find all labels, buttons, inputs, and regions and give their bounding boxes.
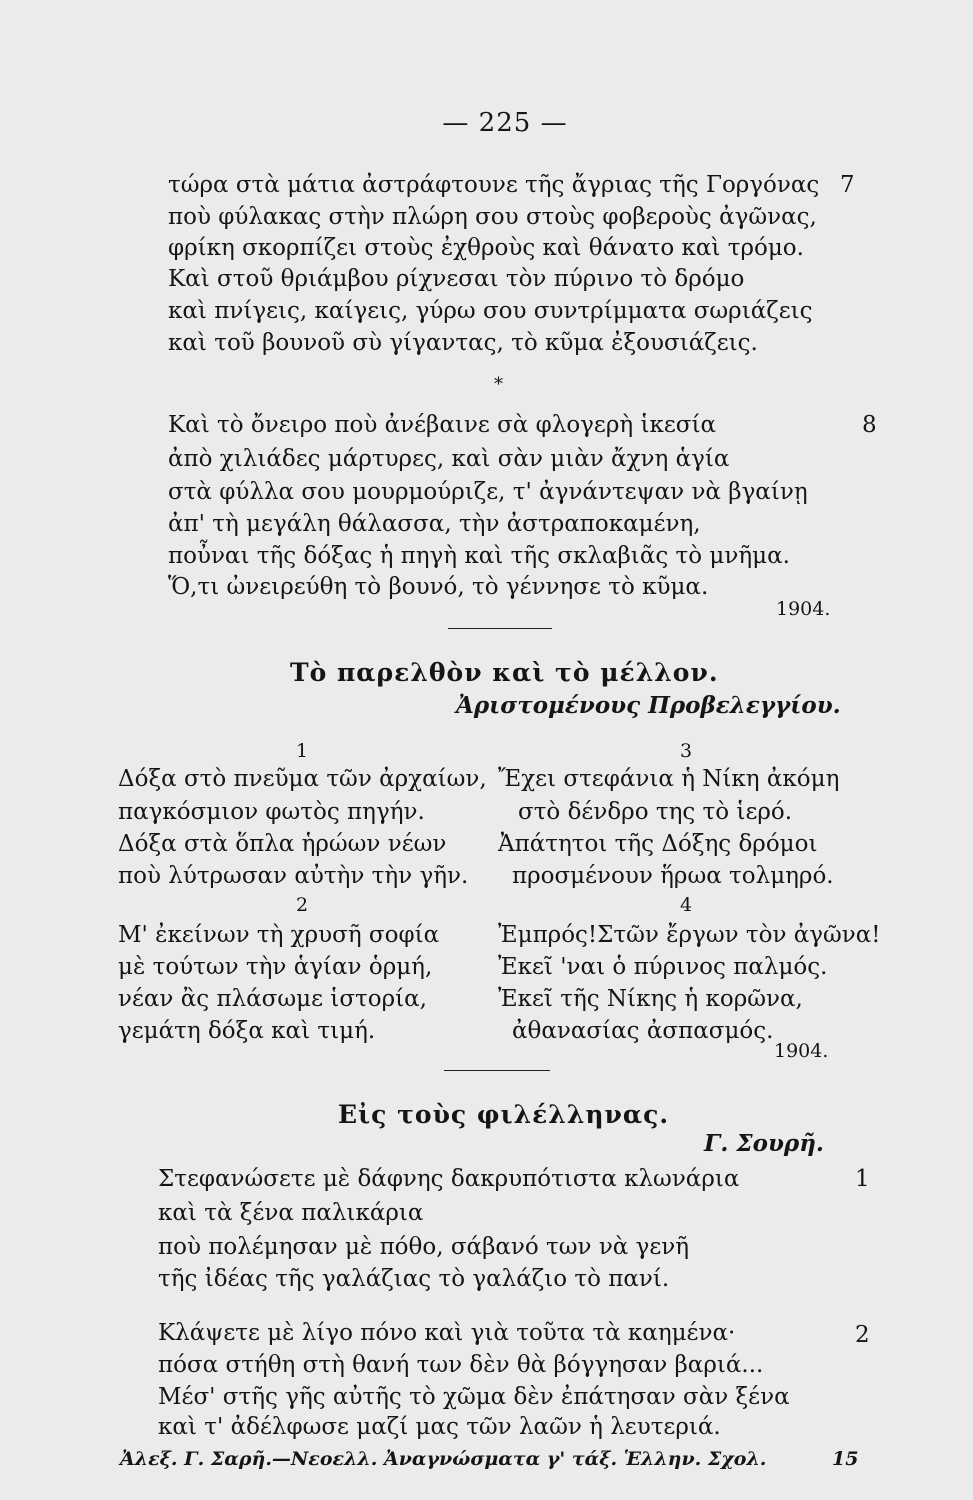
verse-line: Ἐκεῖ 'ναι ὁ πύρινος παλμός.	[498, 954, 828, 980]
verse-line: Ἀπάτητοι τῆς Δόξης δρόμοι	[498, 831, 818, 857]
verse-line: Ἐμπρός!Στῶν ἔργων τὸν ἀγῶνα!	[498, 922, 881, 948]
verse-line: καὶ πνίγεις, καίγεις, γύρω σου συντρίμματα σωριάζεις	[168, 298, 813, 324]
divider	[444, 1070, 550, 1071]
verse-line: ποὖναι τῆς δόξας ἡ πηγὴ καὶ τῆς σκλαβιᾶς τὸ μνῆμα.	[168, 543, 790, 569]
poem-title: Εἰς τοὺς φιλέλληνας.	[338, 1100, 670, 1129]
stanza-number: 8	[862, 412, 877, 438]
verse-line: ποὺ λύτρωσαν αὐτὴν τὴν γῆν.	[118, 863, 469, 889]
verse-line: Μ' ἐκείνων τὴ χρυσῆ σοφία	[118, 922, 440, 948]
verse-line: νέαν ἂς πλάσωμε ἱστορία,	[118, 986, 427, 1012]
stanza-number: 2	[296, 894, 309, 916]
divider	[448, 628, 552, 629]
verse-line: ἀπὸ χιλιάδες μάρτυρες, καὶ σὰν μιὰν ἄχνη ἁγία	[168, 446, 730, 472]
verse-line: Ὅ,τι ὠνειρεύθη τὸ βουνό, τὸ γέννησε τὸ κῦμα.	[168, 574, 709, 600]
poem-author: Γ. Σουρῆ.	[704, 1130, 824, 1157]
page-number: — 225 —	[442, 108, 568, 138]
verse-line: Ἐκεῖ τῆς Νίκης ἡ κορῶνα,	[498, 986, 803, 1012]
verse-line: ἀθανασίας ἀσπασμός.	[512, 1018, 774, 1044]
stanza-number: 7	[840, 172, 855, 198]
verse-line: ποὺ φύλακας στὴν πλώρη σου στοὺς φοβεροὺς ἀγῶνας,	[168, 204, 817, 230]
verse-line: παγκόσμιον φωτὸς πηγήν.	[118, 799, 425, 825]
verse-line: ποὺ πολέμησαν μὲ πόθο, σάβανό των νὰ γενῆ	[158, 1234, 690, 1260]
verse-line: Κλάψετε μὲ λίγο πόνο καὶ γιὰ τοῦτα τὰ καημένα·	[158, 1320, 736, 1346]
footer-signature: Ἀλεξ. Γ. Σαρῆ.—Νεοελλ. Ἀναγνώσματα γ' τάξ. Ἑλλην. Σχολ.	[120, 1448, 767, 1470]
verse-line: Καὶ τὸ ὄνειρο ποὺ ἀνέβαινε σὰ φλογερὴ ἱκεσία	[168, 412, 717, 438]
verse-line: Δόξα στὰ ὅπλα ἡρώων νέων	[118, 831, 447, 857]
poem-date: 1904.	[774, 1040, 829, 1062]
verse-line: στὸ δένδρο της τὸ ἱερό.	[518, 799, 793, 825]
verse-line: Δόξα στὸ πνεῦμα τῶν ἀρχαίων,	[118, 766, 487, 792]
verse-line: καὶ τ' ἀδέλφωσε μαζί μας τῶν λαῶν ἡ λευτεριά.	[158, 1414, 721, 1440]
poem-title: Τὸ παρελθὸν καὶ τὸ μέλλον.	[290, 658, 719, 687]
stanza-number: 2	[855, 1322, 870, 1348]
poem-date: 1904.	[776, 598, 831, 620]
footer-sheet-number: 15	[832, 1448, 859, 1470]
section-star: *	[494, 374, 503, 395]
verse-line: Καὶ στοῦ θριάμβου ρίχνεσαι τὸν πύρινο τὸ δρόμο	[168, 266, 745, 292]
verse-line: γεμάτη δόξα καὶ τιμή.	[118, 1018, 376, 1044]
stanza-number: 3	[680, 740, 693, 762]
verse-line: φρίκη σκορπίζει στοὺς ἐχθροὺς καὶ θάνατο καὶ τρόμο.	[168, 235, 804, 261]
verse-line: Στεφανώσετε μὲ δάφνης δακρυπότιστα κλωνάρια	[158, 1166, 740, 1192]
stanza-number: 4	[680, 894, 693, 916]
stanza-number: 1	[296, 740, 309, 762]
verse-line: Μέσ' στῆς γῆς αὐτῆς τὸ χῶμα δὲν ἐπάτησαν σὰν ξένα	[158, 1384, 790, 1410]
verse-line: προσμένουν ἥρωα τολμηρό.	[512, 863, 834, 889]
verse-line: τῆς ἰδέας τῆς γαλάζιας τὸ γαλάζιο τὸ πανί.	[158, 1266, 670, 1292]
verse-line: ἀπ' τὴ μεγάλη θάλασσα, τὴν ἀστραποκαμένη,	[168, 511, 701, 537]
verse-line: τώρα στὰ μάτια ἀστράφτουνε τῆς ἄγριας τῆς Γοργόνας	[168, 172, 820, 198]
verse-line: Ἔχει στεφάνια ἡ Νίκη ἀκόμη	[498, 766, 840, 792]
verse-line: καὶ τοῦ βουνοῦ σὺ γίγαντας, τὸ κῦμα ἐξουσιάζεις.	[168, 330, 758, 356]
verse-line: πόσα στήθη στὴ θανή των δὲν θὰ βόγγησαν βαριά...	[158, 1352, 764, 1378]
verse-line: στὰ φύλλα σου μουρμούριζε, τ' ἀγνάντεψαν νὰ βγαίνῃ	[168, 479, 808, 505]
stanza-number: 1	[855, 1166, 870, 1192]
verse-line: μὲ τούτων τὴν ἁγίαν ὁρμή,	[118, 954, 433, 980]
verse-line: καὶ τὰ ξένα παλικάρια	[158, 1200, 424, 1226]
poem-author: Ἀριστομένους Προβελεγγίου.	[456, 692, 841, 719]
